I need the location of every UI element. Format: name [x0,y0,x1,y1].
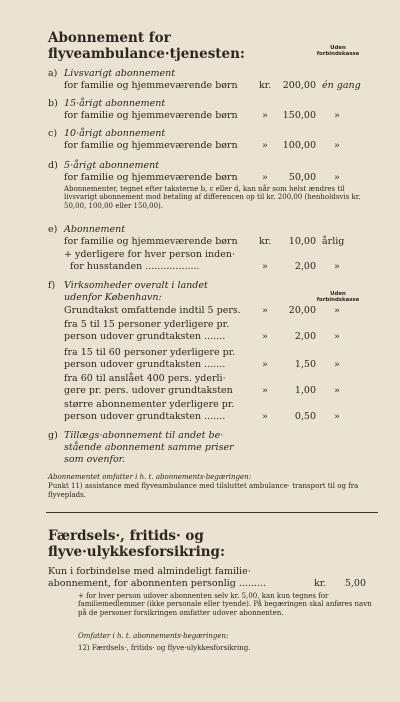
item-g-line2: stående abonnement samme priser [64,442,234,453]
section2-intro1: Kun i forbindelse med almindeligt familie· [48,566,251,577]
item-e-suffix: årlig [322,236,345,247]
uden-header: Uden forbindskasse [316,45,360,57]
item-a-name: Livsvarigt abonnement [64,68,176,79]
f-row-1-suffix: » [334,305,340,316]
f-row-4-cur: » [262,385,268,396]
section1-title-line1: Abonnement for [48,30,171,46]
item-e-desc: for familie og hjemmeværende børn [64,236,238,247]
f-row-1-cur: » [262,305,268,316]
f-row-5-label1: større abonnementer yderligere pr. [64,399,235,410]
section2-amount: 5,00 [344,578,366,589]
item-c-letter: c) [48,128,58,139]
item-f-letter: f) [48,280,56,291]
item-g-letter: g) [48,430,58,441]
item-e-extra-amount: 2,00 [294,261,316,272]
f-row-4-label2: gere pr. pers. udover grundtaksten [64,385,233,396]
item-c-suffix: » [334,140,340,151]
section2-cur: kr. [314,578,327,589]
f-row-1-amount: 20,00 [288,305,316,316]
section2-omfatter-text: 12) Færdsels·, fritids· og flyve·ulykkesforsikring. [78,644,251,652]
item-g-line3: som ovenfor. [64,454,126,465]
section2-title-line1: Færdsels·, fritids· og [48,528,204,544]
item-b-suffix: » [334,110,340,121]
item-a-amount: 200,00 [282,80,316,91]
f-row-2-amount: 2,00 [294,331,316,342]
section-divider [46,512,378,513]
item-b-cur: » [262,110,268,121]
section1-omfatter-text: Punkt 11) assistance med flyveambulance med tilsluttet ambulance· transport til og fra flyveplads. [48,482,359,499]
f-row-3-suffix: » [334,359,340,370]
item-d-desc: for familie og hjemmeværende børn [64,172,238,183]
item-e-letter: e) [48,224,58,235]
item-b-amount: 150,00 [282,110,316,121]
item-b-letter: b) [48,98,58,109]
item-c-name: 10·årigt abonnement [64,128,166,139]
item-g-line1: Tillægs·abonnement til andet be· [64,430,224,441]
f-row-4-suffix: » [334,385,340,396]
item-e-cur: kr. [259,236,272,247]
item-d-note: Abonnementer, tegnet efter taksterne b, c eller d, kan når som helst ændres til livsvarigt abonnement mod betaling af differencen op til kr. 200,00 (henholdsvis kr. 50,00, 100,00 eller 150,00). [64,185,361,210]
item-a-desc: for familie og hjemmeværende børn [64,80,238,91]
item-f-name1: Virksomheder overalt i landet [64,280,208,291]
item-d-letter: d) [48,160,58,171]
item-f-uden-header: Uden forbindskasse [316,291,360,303]
f-row-5-label2: person udover grundtaksten ....... [64,411,226,422]
item-f-name2: udenfor København: [64,292,162,303]
item-e-amount: 10,00 [288,236,316,247]
f-row-2-suffix: » [334,331,340,342]
item-b-desc: for familie og hjemmeværende børn [64,110,238,121]
f-row-3-label1: fra 15 til 60 personer yderligere pr. [64,347,236,358]
section1-title-line2: flyveambulance·tjenesten: [48,46,245,62]
section2-title-line2: flyve·ulykkesforsikring: [48,544,225,560]
section2-intro2: abonnement, for abonnenten personlig ......... [48,578,267,589]
item-c-amount: 100,00 [282,140,316,151]
item-a-cur: kr. [259,80,272,91]
f-row-3-cur: » [262,359,268,370]
item-d-name: 5·årigt abonnement [64,160,160,171]
f-row-5-cur: » [262,411,268,422]
f-row-4-label1: fra 60 til anslået 400 pers. yderli· [64,373,226,384]
item-d-suffix: » [334,172,340,183]
f-row-4-amount: 1,00 [294,385,316,396]
f-row-3-amount: 1,50 [294,359,316,370]
f-row-2-label1: fra 5 til 15 personer yderligere pr. [64,319,230,330]
item-e-extra1: + yderligere for hver person inden· [64,249,235,260]
item-d-amount: 50,00 [288,172,316,183]
item-a-letter: a) [48,68,58,79]
section2-note: + for hver person udover abonnenten selv kr. 5,00, kan kun tegnes for familiemedlemmer (ikke personale eller tyende). På begæringen skal anføres navn på de personer forsikringen omfatter udover abonnenten. [78,592,372,617]
f-row-3-label2: person udover grundtaksten ....... [64,359,226,370]
item-c-desc: for familie og hjemmeværende børn [64,140,238,151]
item-e-name: Abonnement [64,224,126,235]
section1-omfatter-title: Abonnementet omfatter i h. t. abonnements·begæringen: [48,473,252,481]
f-row-1-label: Grundtakst omfattende indtil 5 pers. [64,305,241,316]
item-e-extra2: for husstanden .................. [70,261,200,272]
f-row-5-amount: 0,50 [294,411,316,422]
section2-omfatter-title: Omfatter i h. t. abonnements·begæringen: [78,632,229,640]
f-row-2-label2: person udover grundtaksten ....... [64,331,226,342]
item-e-extra-suffix: » [334,261,340,272]
item-e-extra-cur: » [262,261,268,272]
f-row-2-cur: » [262,331,268,342]
item-c-cur: » [262,140,268,151]
item-a-suffix: én gang [322,80,361,91]
f-row-5-suffix: » [334,411,340,422]
item-b-name: 15·årigt abonnement [64,98,166,109]
item-d-cur: » [262,172,268,183]
